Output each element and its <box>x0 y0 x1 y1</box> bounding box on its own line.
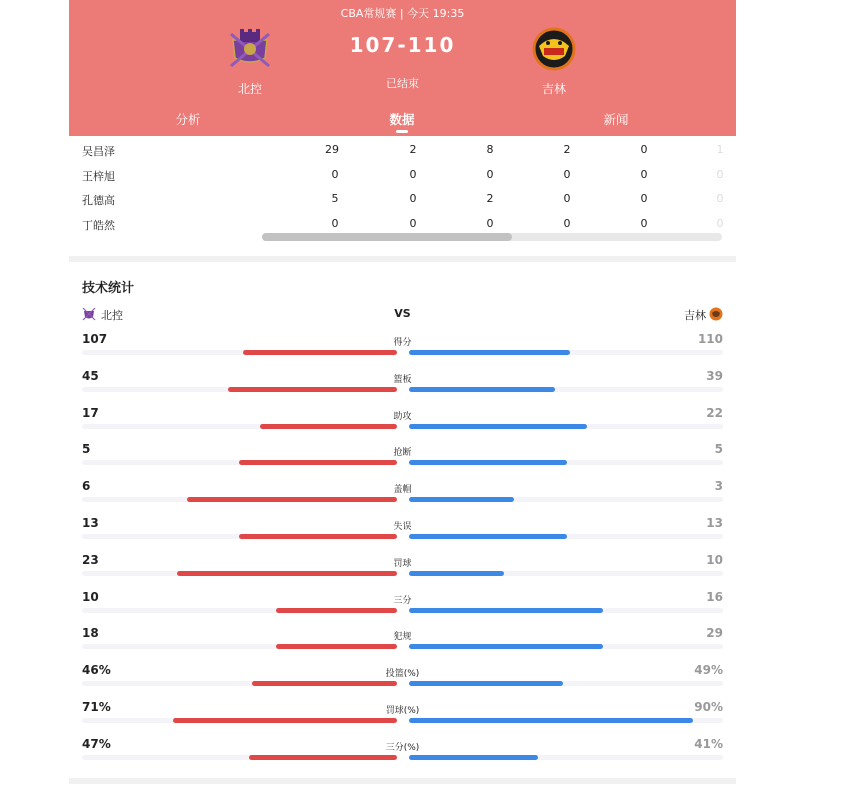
home-team-name: 北控 <box>101 309 123 322</box>
away-stat-bar <box>409 571 504 576</box>
away-stat-bar <box>409 424 587 429</box>
stat-row <box>69 626 736 663</box>
stat-row <box>69 663 736 700</box>
stat-row <box>69 590 736 627</box>
away-stat-value: 49% <box>694 663 723 678</box>
player-name[interactable]: 孔德高 <box>82 194 115 207</box>
table-cell: 0 <box>331 167 339 181</box>
home-team-name: 北控 <box>237 82 262 96</box>
home-stat-bar <box>239 534 397 539</box>
table-cell: 2 <box>486 192 494 205</box>
table-cell: 2 <box>409 143 417 156</box>
home-stat-value: 47% <box>82 736 111 751</box>
away-stat-track <box>409 497 723 502</box>
table-cell: 2 <box>563 143 571 156</box>
section-divider <box>69 256 736 262</box>
horizontal-scrollbar[interactable] <box>262 233 722 241</box>
stat-label: 三分 <box>393 595 412 606</box>
away-stat-track <box>409 350 723 355</box>
table-cell: 29 <box>325 143 339 156</box>
stat-row <box>69 516 736 553</box>
home-stat-track <box>82 608 397 613</box>
table-row <box>69 189 736 214</box>
table-cell: 0 <box>409 167 417 181</box>
tab-analysis[interactable]: 分析 <box>175 112 201 127</box>
table-cell: 0 <box>640 216 648 230</box>
home-stat-value: 10 <box>82 589 99 604</box>
away-stat-value: 22 <box>706 405 723 420</box>
table-cell: 0 <box>640 192 648 205</box>
table-cell: 0 <box>716 216 724 230</box>
table-row <box>69 140 736 165</box>
away-stat-track <box>409 681 723 686</box>
home-stat-bar <box>243 350 397 355</box>
away-team-name: 吉林 <box>541 82 566 96</box>
stat-row <box>69 406 736 443</box>
match-page <box>69 0 736 787</box>
away-stat-value: 13 <box>706 516 723 530</box>
player-name[interactable]: 丁皓然 <box>82 218 115 232</box>
scrollbar-thumb[interactable] <box>262 233 512 241</box>
home-stat-track <box>82 718 397 723</box>
player-name[interactable]: 吴昌泽 <box>82 145 115 158</box>
stat-row <box>69 737 736 774</box>
table-cell: 0 <box>640 143 648 156</box>
home-stat-bar <box>228 387 397 392</box>
table-cell: 0 <box>716 167 724 181</box>
away-stat-track <box>409 718 723 723</box>
home-stat-bar <box>177 571 397 576</box>
table-cell: 0 <box>640 167 648 181</box>
stat-row <box>69 332 736 369</box>
stat-label: 罚球(%) <box>385 706 420 716</box>
home-stat-bar <box>249 755 397 760</box>
home-stat-value: 107 <box>82 332 108 346</box>
vs-row <box>69 306 736 324</box>
home-stat-track <box>82 571 397 576</box>
stat-label: 三分(%) <box>385 742 420 753</box>
home-stat-value: 46% <box>82 663 111 678</box>
stat-label: 抢断 <box>393 448 412 459</box>
table-cell: 1 <box>716 143 724 156</box>
table-cell: 0 <box>486 167 494 181</box>
away-stat-value: 39 <box>706 368 723 383</box>
away-stat-value: 29 <box>706 626 723 641</box>
away-stat-value: 90% <box>694 700 723 714</box>
stat-label: 盖帽 <box>393 485 412 496</box>
away-stat-bar <box>409 534 567 539</box>
home-stat-value: 71% <box>82 700 111 714</box>
table-row <box>69 165 736 190</box>
stat-label: 投篮(%) <box>385 669 420 680</box>
home-stat-value: 45 <box>82 368 99 383</box>
stat-label: 罚球 <box>393 558 412 569</box>
home-stat-bar <box>276 644 397 649</box>
away-stat-track <box>409 608 723 613</box>
home-stat-value: 23 <box>82 552 99 567</box>
away-stat-bar <box>409 497 514 502</box>
away-stat-track <box>409 424 723 429</box>
away-team[interactable] <box>514 26 594 97</box>
table-cell: 0 <box>409 192 417 205</box>
home-stat-value: 17 <box>82 405 99 420</box>
match-info: CBA常规赛 | 今天 19:35 <box>340 7 465 20</box>
final-score: 107-110 <box>349 33 456 57</box>
away-stat-bar <box>409 644 603 649</box>
stat-label: 失误 <box>393 522 412 532</box>
stat-label: 篮板 <box>393 374 412 385</box>
stat-row <box>69 553 736 590</box>
stat-row <box>69 369 736 406</box>
stat-row <box>69 442 736 479</box>
away-stat-value: 16 <box>706 589 723 604</box>
away-stat-bar <box>409 387 555 392</box>
home-stat-track <box>82 534 397 539</box>
home-stat-track <box>82 644 397 649</box>
away-stat-bar <box>409 608 603 613</box>
stat-label: 助攻 <box>393 411 412 422</box>
home-stat-bar <box>173 718 397 723</box>
tab-news[interactable]: 新闻 <box>603 112 629 127</box>
home-stat-bar <box>187 497 397 502</box>
table-cell: 0 <box>331 216 339 230</box>
stat-label: 犯规 <box>393 632 412 643</box>
away-stat-bar <box>409 350 570 355</box>
table-cell: 0 <box>563 192 571 205</box>
table-cell: 8 <box>486 143 494 156</box>
home-stat-bar <box>252 681 397 686</box>
table-cell: 0 <box>716 192 724 205</box>
away-stat-value: 41% <box>694 736 723 751</box>
away-stat-value: 3 <box>714 479 723 494</box>
tab-data[interactable]: 数据 <box>389 112 415 127</box>
away-stat-bar <box>409 718 693 723</box>
home-stat-value: 18 <box>82 626 99 641</box>
table-cell: 5 <box>331 192 339 205</box>
away-stat-value: 10 <box>706 552 723 567</box>
stat-row <box>69 700 736 737</box>
away-team-name: 吉林 <box>684 309 706 322</box>
home-stat-track <box>82 387 397 392</box>
away-stat-value: 5 <box>714 442 723 457</box>
home-stat-bar <box>239 460 397 465</box>
away-stat-track <box>409 571 723 576</box>
section-divider <box>69 778 736 784</box>
away-stat-track <box>409 644 723 649</box>
match-header <box>69 0 736 136</box>
stat-label: 得分 <box>393 338 412 348</box>
table-cell: 0 <box>563 216 571 230</box>
home-stat-value: 6 <box>82 479 91 494</box>
home-stat-track <box>82 497 397 502</box>
home-stat-track <box>82 460 397 465</box>
away-stat-bar <box>409 755 538 760</box>
home-stat-track <box>82 424 397 429</box>
stat-row <box>69 479 736 516</box>
table-cell: 0 <box>563 167 571 181</box>
jilin-logo-icon <box>531 26 577 72</box>
jilin-logo-icon <box>709 307 723 321</box>
home-stat-track <box>82 350 397 355</box>
table-cell: 0 <box>486 216 494 230</box>
player-stats-table <box>69 140 736 238</box>
home-stat-track <box>82 681 397 686</box>
home-stat-bar <box>276 608 397 613</box>
active-tab-indicator <box>396 130 408 133</box>
home-stat-value: 13 <box>82 516 99 530</box>
away-stat-bar <box>409 681 563 686</box>
home-stat-value: 5 <box>82 442 91 457</box>
player-name[interactable]: 王梓旭 <box>82 169 115 183</box>
home-stat-bar <box>260 424 397 429</box>
tab-bar <box>69 110 736 136</box>
away-stat-track <box>409 387 723 392</box>
home-stat-track <box>82 755 397 760</box>
table-cell: 0 <box>409 216 417 230</box>
vs-label: VS <box>394 307 411 320</box>
away-stat-track <box>409 755 723 760</box>
away-stat-value: 110 <box>697 332 723 346</box>
away-stat-track <box>409 534 723 539</box>
match-status: 已结束 <box>386 77 419 90</box>
away-stat-bar <box>409 460 567 465</box>
away-stat-track <box>409 460 723 465</box>
tech-stats-title: 技术统计 <box>82 281 135 296</box>
